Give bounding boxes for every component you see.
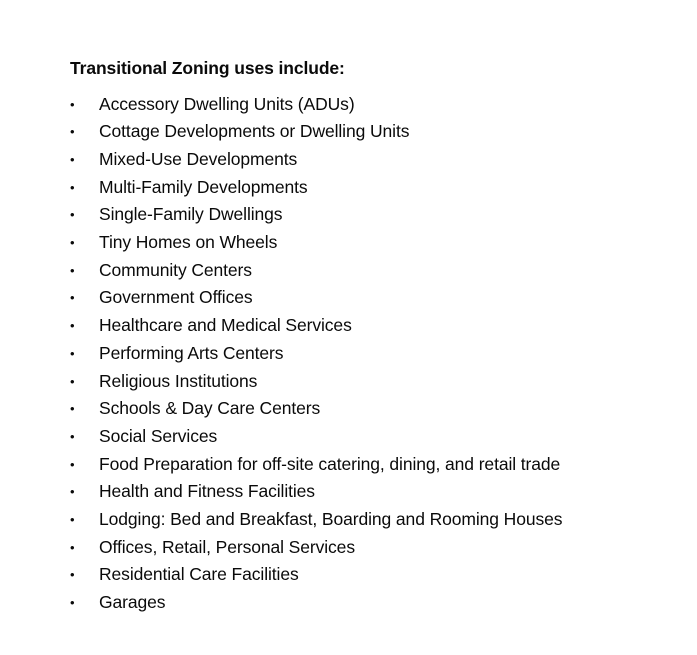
list-item bbox=[70, 368, 667, 396]
list-item-label: Community Centers bbox=[99, 259, 252, 280]
bullet-icon: • bbox=[70, 512, 75, 528]
list-item-label: Performing Arts Centers bbox=[99, 342, 284, 363]
bullet-icon: • bbox=[70, 124, 75, 140]
list-item-label: Multi-Family Developments bbox=[99, 176, 308, 197]
list-item bbox=[70, 257, 667, 285]
list-item-label: Offices, Retail, Personal Services bbox=[99, 536, 355, 557]
list-item bbox=[70, 146, 667, 174]
list-item bbox=[70, 91, 667, 119]
bullet-icon: • bbox=[70, 235, 75, 251]
bullet-icon: • bbox=[70, 401, 75, 417]
page-title: Transitional Zoning uses include: bbox=[70, 58, 345, 78]
bullet-icon: • bbox=[70, 373, 75, 389]
list-item-label: Religious Institutions bbox=[99, 370, 258, 391]
bullet-icon: • bbox=[70, 262, 75, 278]
list-item-label: Cottage Developments or Dwelling Units bbox=[99, 121, 410, 142]
bullet-icon: • bbox=[70, 595, 75, 611]
list-item-label: Healthcare and Medical Services bbox=[99, 315, 352, 336]
bullet-icon: • bbox=[70, 151, 75, 167]
list-item-label: Schools & Day Care Centers bbox=[99, 398, 321, 419]
list-item bbox=[70, 589, 667, 617]
list-item-label: Garages bbox=[99, 592, 166, 613]
list-item-label: Health and Fitness Facilities bbox=[99, 481, 315, 502]
list-item-label: Food Preparation for off-site catering, dining, and retail trade bbox=[99, 453, 561, 474]
bullet-icon: • bbox=[70, 345, 75, 361]
bullet-icon: • bbox=[70, 179, 75, 195]
list-item bbox=[70, 229, 667, 257]
list-item-label: Single-Family Dwellings bbox=[99, 204, 283, 225]
list-item-label: Social Services bbox=[99, 425, 218, 446]
list-item bbox=[70, 423, 667, 451]
permitted-uses-list bbox=[70, 91, 667, 617]
bullet-icon: • bbox=[70, 428, 75, 444]
list-item bbox=[70, 478, 667, 506]
list-item-label: Accessory Dwelling Units (ADUs) bbox=[99, 93, 355, 114]
bullet-icon: • bbox=[70, 318, 75, 334]
list-item-label: Tiny Homes on Wheels bbox=[99, 232, 278, 253]
list-item bbox=[70, 174, 667, 202]
list-item bbox=[70, 118, 667, 146]
bullet-icon: • bbox=[70, 484, 75, 500]
bullet-icon: • bbox=[70, 290, 75, 306]
list-item-label: Government Offices bbox=[99, 287, 253, 308]
list-item bbox=[70, 451, 667, 479]
list-item bbox=[70, 312, 667, 340]
list-item bbox=[70, 284, 667, 312]
bullet-icon: • bbox=[70, 567, 75, 583]
list-item-label: Residential Care Facilities bbox=[99, 564, 299, 585]
list-item bbox=[70, 201, 667, 229]
bullet-icon: • bbox=[70, 96, 75, 112]
bullet-icon: • bbox=[70, 539, 75, 555]
bullet-icon: • bbox=[70, 456, 75, 472]
list-item bbox=[70, 534, 667, 562]
list-item bbox=[70, 561, 667, 589]
bullet-icon: • bbox=[70, 207, 75, 223]
list-item-label: Lodging: Bed and Breakfast, Boarding and Rooming Houses bbox=[99, 509, 563, 530]
list-item bbox=[70, 506, 667, 534]
list-item-label: Mixed-Use Developments bbox=[99, 148, 298, 169]
list-item bbox=[70, 395, 667, 423]
list-item bbox=[70, 340, 667, 368]
